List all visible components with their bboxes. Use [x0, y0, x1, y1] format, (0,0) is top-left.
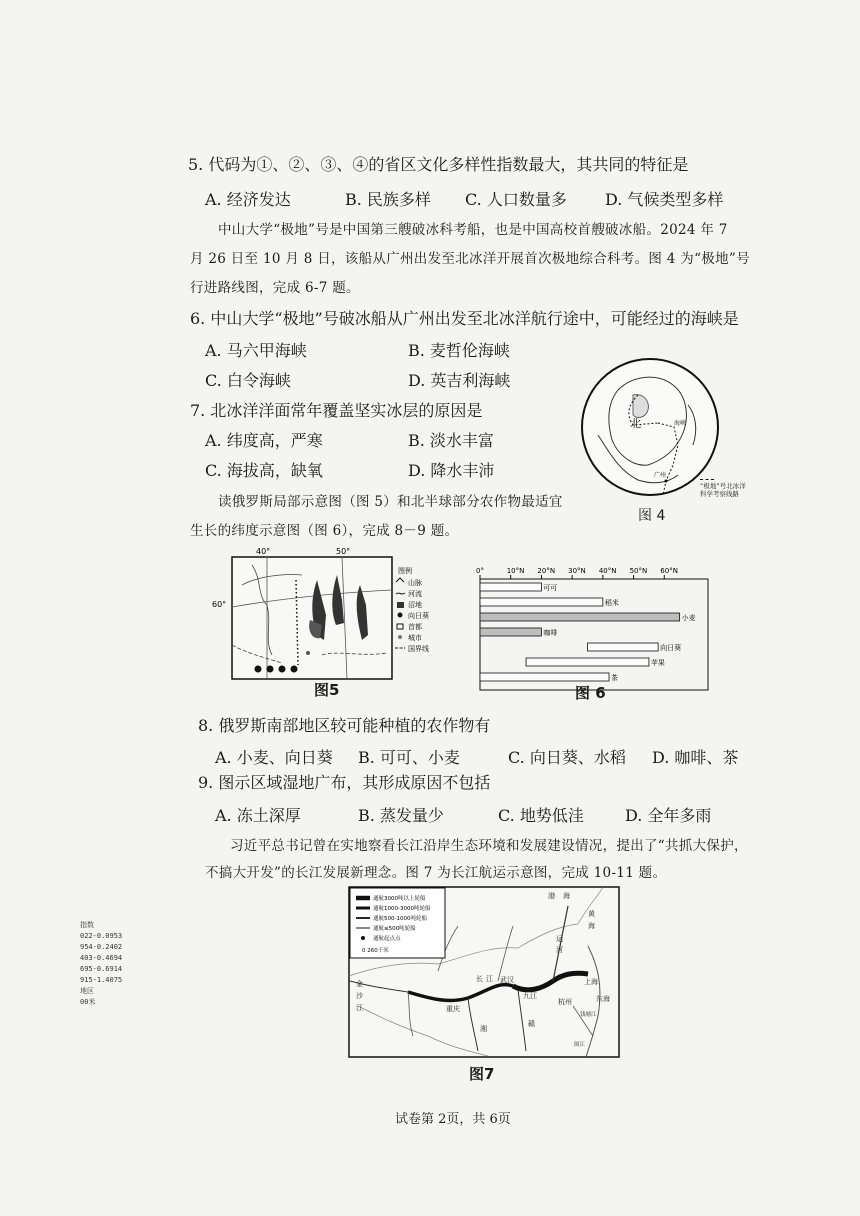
fig5-legend-0: 山脉 — [408, 579, 422, 587]
fig6-bar — [588, 643, 659, 651]
q5-stem: 5. 代码为①、②、③、④的省区文化多样性指数最大，其共同的特征是 — [188, 155, 689, 174]
margin-note — [80, 920, 122, 1008]
fig7-place-15: 运 — [556, 935, 563, 943]
fig7-place-4: 东海 — [596, 995, 610, 1003]
q5-option-d: D. 气候类型多样 — [605, 190, 724, 209]
fig7-legend-3: 通航≤500吨轮船 — [373, 926, 416, 932]
q9-option-b: B. 蒸发量少 — [358, 806, 444, 825]
fig5-lon2: 50° — [336, 547, 351, 556]
fig5-label: 图5 — [314, 681, 340, 699]
fig6-tick-label: 10°N — [506, 567, 525, 575]
q7-option-a: A. 纬度高，严寒 — [205, 431, 323, 450]
intro3-line2: 不搞大开发”的长江发展新理念。图 7 为长江航运示意图，完成 10-11 题。 — [205, 865, 667, 881]
fig5-legend-4: 首都 — [408, 623, 422, 631]
fig6-bar-label: 苹果 — [650, 659, 665, 667]
margin-note-line: 915-1.4075 — [80, 976, 123, 984]
fig7-place-1: 海 — [588, 922, 595, 930]
fig7-place-0: 黄 — [588, 910, 595, 918]
fig4-north-text: 北 — [630, 417, 641, 430]
fig7-map — [348, 886, 620, 1058]
fig6-bar-label: 咖啡 — [543, 629, 558, 637]
margin-note-line: 403-0.4694 — [80, 954, 123, 962]
fig6-tick-label: 60°N — [660, 567, 678, 575]
q9-option-d: D. 全年多雨 — [625, 806, 712, 825]
q6-option-b: B. 麦哲伦海峡 — [408, 341, 510, 360]
fig7-place-2: 渤 — [548, 892, 555, 900]
fig5-legend-2: 沼地 — [408, 601, 422, 609]
q8-stem: 8. 俄罗斯南部地区较可能种植的农作物有 — [198, 716, 491, 735]
fig7-place-5: 上海 — [584, 978, 598, 986]
fig6-bar-label: 小麦 — [681, 614, 696, 622]
fig6-label: 图 6 — [575, 684, 606, 702]
fig5-legend-6: 国界线 — [408, 645, 429, 653]
q9-option-c: C. 地势低洼 — [498, 806, 584, 825]
fig6-tick-label: 30°N — [568, 567, 586, 575]
fig4-legend-line — [700, 479, 714, 480]
q7-option-d: D. 降水丰沛 — [408, 461, 495, 480]
q8-option-a: A. 小麦、向日葵 — [215, 748, 333, 767]
fig7-place-17: 赣 — [528, 1020, 535, 1028]
fig5-map — [212, 545, 464, 695]
fig6-bar — [526, 658, 649, 666]
margin-note-line: 00米 — [80, 998, 96, 1006]
fig5-legend-1: 河流 — [408, 590, 422, 598]
intro2-line1: 读俄罗斯局部示意图（图 5）和北半球部分农作物最适宜 — [218, 494, 563, 510]
intro1-line3: 行进路线图，完成 6-7 题。 — [190, 280, 360, 296]
page-footer: 试卷第 2页，共 6页 — [395, 1112, 511, 1127]
fig6-tick-label: 0° — [476, 567, 484, 575]
fig6-bar — [480, 613, 680, 621]
fig7-place-19: 钱塘江 — [580, 1012, 597, 1018]
fig7-place-9: 重庆 — [446, 1005, 460, 1013]
fig5-lon1: 40° — [256, 547, 271, 556]
fig4-strait-text: 海峡 — [674, 420, 687, 427]
fig7-place-20: 闽江 — [574, 1042, 586, 1048]
fig5-lat: 60° — [212, 600, 227, 609]
fig7-scale: 0 260千米 — [362, 948, 389, 954]
fig6-bar-label: 稻米 — [604, 599, 619, 607]
q6-option-d: D. 英吉利海峡 — [408, 371, 511, 390]
margin-note-line: 022-0.0953 — [80, 932, 123, 940]
fig7-place-12: 江 — [356, 1004, 363, 1012]
margin-note-line: 954-0.2402 — [80, 943, 123, 951]
fig4-guangzhou-text: 广州 — [654, 472, 667, 479]
fig4-label: 图 4 — [638, 508, 666, 524]
q7-option-b: B. 淡水丰富 — [408, 431, 494, 450]
intro1-line1: 中山大学“极地”号是中国第三艘破冰科考船，也是中国高校首艘破冰船。2024 年 7 — [218, 222, 728, 238]
fig6-bar — [480, 598, 603, 606]
fig6-bar — [480, 583, 541, 591]
q7-stem: 7. 北冰洋洋面常年覆盖坚实冰层的原因是 — [190, 401, 483, 420]
fig7-place-13: 长 — [476, 975, 483, 983]
margin-note-line: 地区 — [80, 987, 94, 995]
fig6-bar-label: 向日葵 — [660, 644, 682, 652]
intro3-line1: 习近平总书记曾在实地察看长江沿岸生态环境和发展建设情况，提出了“共抓大保护， — [230, 838, 748, 854]
margin-note-line: 695-0.6914 — [80, 965, 123, 973]
margin-note-line: 指数 — [80, 921, 94, 929]
fig6-bar — [480, 673, 609, 681]
fig6-bar-label: 可可 — [543, 584, 558, 592]
fig7-place-6: 杭州 — [558, 998, 572, 1006]
fig7-place-3: 海 — [563, 892, 570, 900]
fig7-place-11: 沙 — [356, 992, 363, 1000]
fig7-legend-4: 通航起点点 — [373, 936, 401, 942]
fig6-bar — [480, 628, 541, 636]
q9-option-a: A. 冻土深厚 — [215, 806, 301, 825]
fig7-label: 图7 — [469, 1065, 495, 1083]
fig4-legend-line2: 科学考察线路 — [700, 490, 739, 498]
q8-option-d: D. 咖啡、茶 — [652, 748, 739, 767]
intro2-line2: 生长的纬度示意图（图 6），完成 8－9 题。 — [190, 523, 459, 539]
fig4-legend — [700, 479, 760, 498]
q5-option-b: B. 民族多样 — [345, 190, 431, 209]
fig6-tick-label: 40°N — [598, 567, 617, 575]
q6-stem: 6. 中山大学“极地”号破冰船从广州出发至北冰洋航行途中，可能经过的海峡是 — [190, 309, 739, 328]
fig7-legend-2: 通航500-1000吨轮船 — [373, 916, 427, 922]
q8-option-b: B. 可可、小麦 — [358, 748, 460, 767]
fig7-place-10: 金 — [356, 980, 363, 988]
q5-option-a: A. 经济发达 — [205, 190, 291, 209]
fig5-legend-3: 向日葵 — [408, 612, 429, 620]
fig7-place-7: 武汉 — [500, 976, 514, 984]
fig5-legend-5: 城市 — [408, 634, 422, 642]
fig6-tick-label: 20°N — [537, 567, 556, 575]
q5-option-c: C. 人口数量多 — [465, 190, 567, 209]
intro1-line2: 月 26 日至 10 月 8 日，该船从广州出发至北冰洋开展首次极地综合科考。图 4 为“极地”号 — [190, 251, 750, 267]
q8-option-c: C. 向日葵、水稻 — [508, 748, 626, 767]
fig6-bar-label: 茶 — [611, 674, 618, 682]
fig6-tick-label: 50°N — [629, 567, 648, 575]
fig7-place-18: 湘 — [480, 1025, 487, 1033]
q6-option-c: C. 白令海峡 — [205, 371, 291, 390]
q9-stem: 9. 图示区域湿地广布，其形成原因不包括 — [198, 773, 491, 792]
fig5-legend-title: 图例 — [398, 567, 412, 575]
fig6-chart — [470, 565, 720, 700]
q6-option-a: A. 马六甲海峡 — [205, 341, 307, 360]
fig7-place-14: 江 — [486, 975, 493, 983]
fig7-legend-0: 通航3000吨以上轮船 — [373, 896, 426, 902]
q7-option-c: C. 海拔高，缺氧 — [205, 461, 323, 480]
fig7-legend-1: 通航1000-3000吨轮船 — [373, 906, 431, 912]
fig4-legend-line1: “极地”号北冰洋 — [700, 482, 746, 490]
fig7-place-8: 九江 — [523, 992, 537, 1000]
fig7-place-16: 河 — [556, 946, 563, 954]
